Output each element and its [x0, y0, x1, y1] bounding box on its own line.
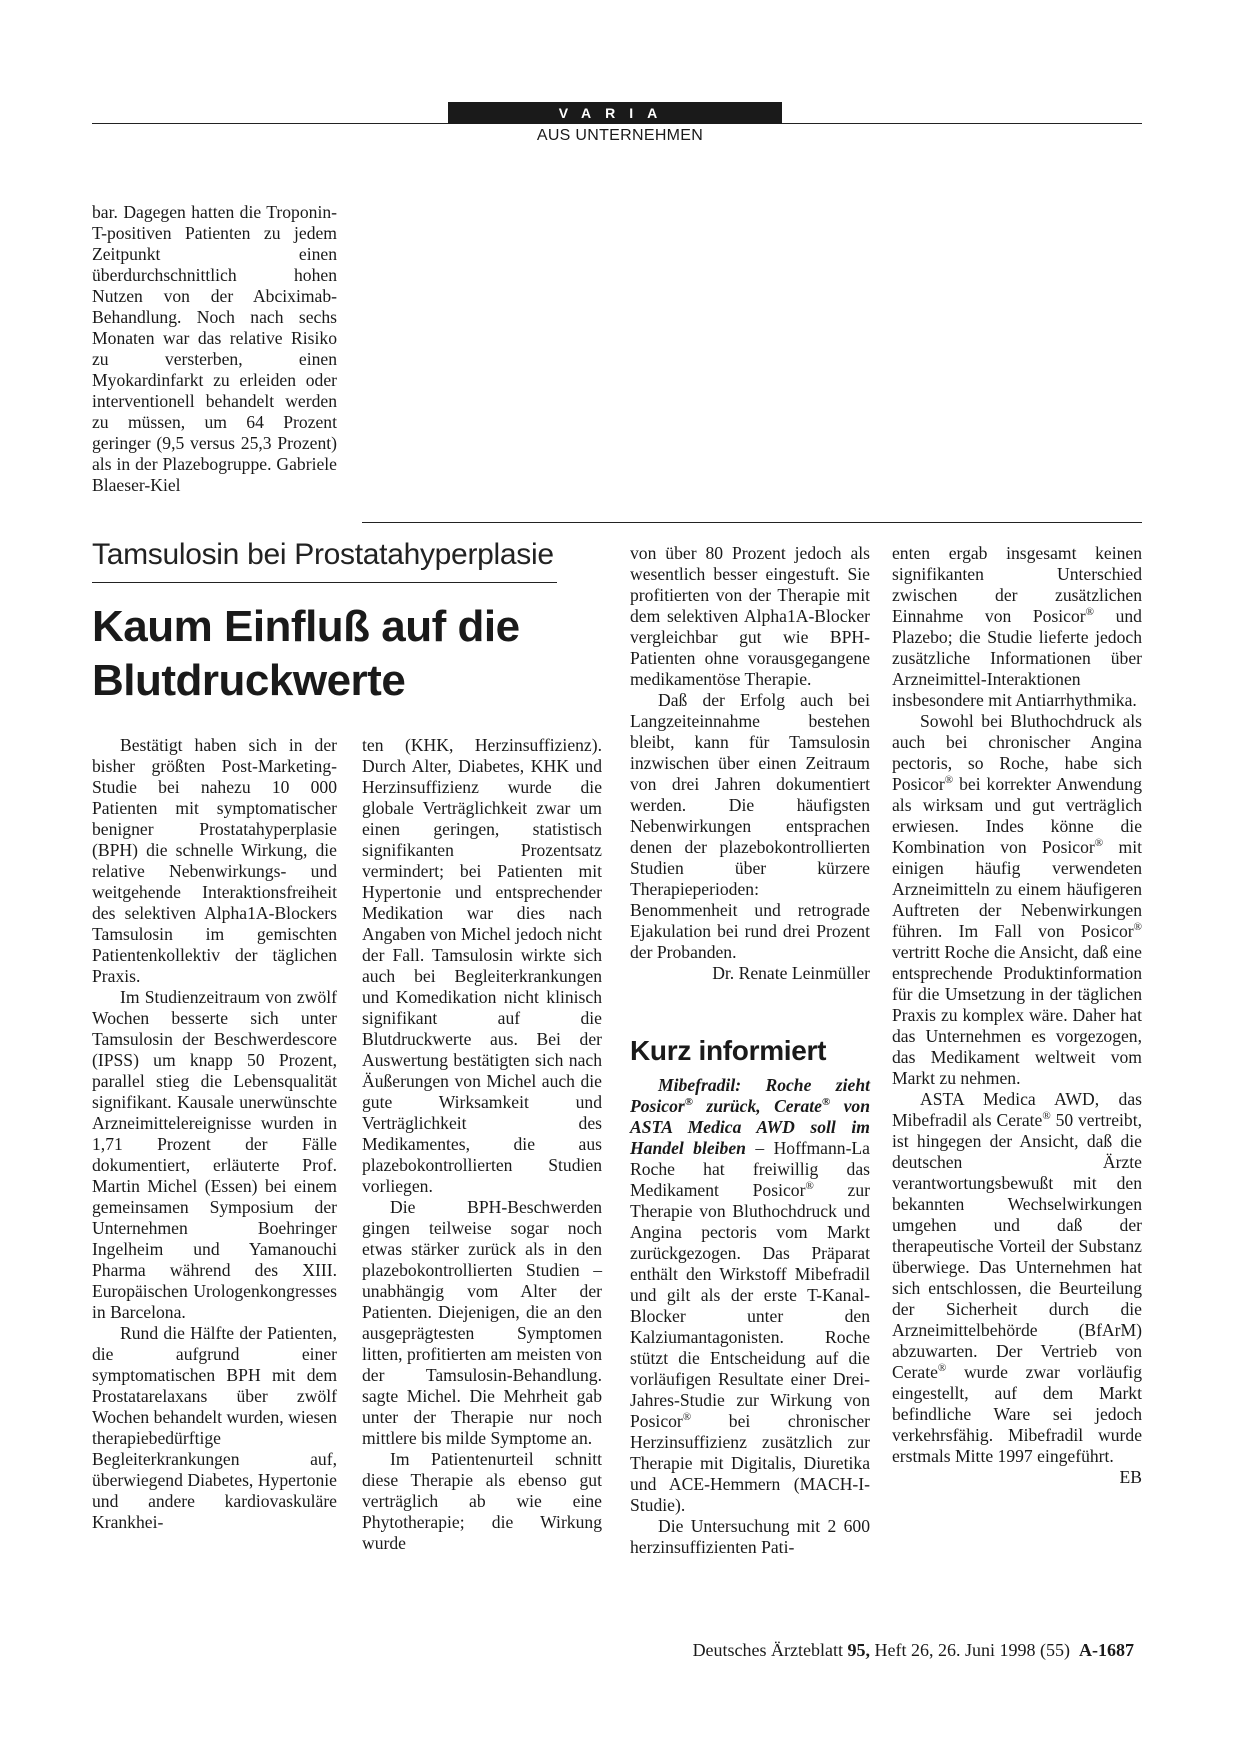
kurz-heading: Kurz informiert — [630, 1035, 827, 1066]
paragraph: Rund die Hälfte der Patienten, die aufgrund einer symptomatischen BPH mit dem Prostatarelaxans über zwölf Wochen behandelt wurden, wiesen therapiebedürftige Begleiterkrankungen auf, überwiegend Diabetes, Hypertonie und andere kardiovaskuläre Krankhei- — [92, 1323, 337, 1532]
kurz-text: wurde zwar vorläufig eingestellt, auf dem Markt befindliche Ware sei jedoch verkehrsfähig. Mibefradil wurde erstmals Mitte 1997 eingeführt. — [892, 1362, 1142, 1466]
registered-mark: ® — [1133, 921, 1142, 934]
registered-mark: ® — [1085, 606, 1095, 619]
kurz-lead: zurück, Cerate — [692, 1096, 822, 1116]
kurz-text: ASTA Medica AWD, das Mibefradil als Cerate — [892, 1089, 1142, 1130]
article-column-2 — [362, 735, 602, 1554]
section-label: VARIA — [448, 102, 782, 124]
article-author: Dr. Renate Leinmüller — [712, 963, 870, 983]
kurz-lead: Mibefradil: Roche zieht Posicor — [630, 1075, 870, 1116]
registered-mark: ® — [821, 1096, 831, 1109]
previous-article-author: Gabriele Blaeser-Kiel — [92, 454, 337, 495]
subsection-label: AUS UNTERNEHMEN — [536, 127, 704, 144]
registered-mark: ® — [682, 1411, 692, 1424]
kurz-paragraph — [630, 1075, 870, 1516]
article-headline — [92, 600, 612, 708]
kurz-text: 50 vertreibt, ist hingegen der Ansicht, daß die deutschen Ärzte verantwortungsbewußt mit den bekannten Wechselwirkungen umgehen und daß der therapeutische Vorteil der Substanz überwiege. Das Unternehmen hat sich entschlossen, die Beurteilung der Sicherheit durch die Arzneimittelbehörde (BfArM) abzuwarten. Der Vertrieb von Cerate — [892, 1110, 1142, 1382]
registered-mark: ® — [805, 1180, 814, 1193]
previous-article-body: bar. Dagegen hatten die Troponin-T-positiven Patienten zu jedem Zeitpunkt einen überdurchschnittlich hohen Nutzen von der Abciximab-Behandlung. Noch nach sechs Monaten war das relative Risiko zu versterben, einen Myokardinfarkt zu erleiden oder interventionell behandelt werden zu müssen, um 64 Prozent geringer (9,5 versus 25,3 Prozent) als in der Plazebogruppe. — [92, 202, 337, 474]
article-separator-rule — [362, 522, 1142, 523]
journal-volume: 95, — [847, 1640, 871, 1660]
kurz-text: mit einigen häufig verwendeten Arzneimitteln zu einem häufigeren Auftreten der Nebenwirkungen führen. Im Fall von Posicor — [892, 837, 1142, 941]
article-kicker: Tamsulosin bei Prostatahyperplasie — [92, 538, 554, 571]
kicker-underline — [92, 582, 557, 583]
journal-issue: Heft 26, 26. Juni 1998 (55) — [874, 1640, 1070, 1660]
kurz-text: bei korrekter Anwendung als wirksam und gut verträglich erwiesen. Indes könne die Kombination von Posicor — [892, 774, 1142, 857]
page-footer — [693, 1640, 1134, 1661]
previous-article-text — [92, 202, 337, 496]
kurz-text: – Hoffmann-La Roche hat freiwillig das Medikament Posicor — [630, 1138, 870, 1200]
paragraph — [892, 1089, 1142, 1487]
paragraph: Bestätigt haben sich in der bisher größten Post-Marketing-Studie bei nahezu 10 000 Patienten mit symptomatischer benigner Prostatahyperplasie (BPH) die schnelle Wirkung, die relative Nebenwirkungs- und weitgehende Interaktionsfreiheit des selektiven Alpha1A-Blockers Tamsulosin im gemischten Patientenkollektiv der täglichen Praxis. — [92, 735, 337, 986]
registered-mark: ® — [1094, 837, 1104, 850]
headline-line-1: Kaum Einfluß auf die — [92, 602, 520, 651]
paragraph: ten (KHK, Herzinsuffizienz). Durch Alter, Diabetes, KHK und Herzinsuffizienz wurde die globale Verträglichkeit zwar um einen geringen, statistisch signifikanten Prozentsatz vermindert; bei Patienten mit Hypertonie und entsprechender Medikation war dies nach Angaben von Michel jedoch nicht der Fall. Tamsulosin wirkte sich auch bei Begleiterkrankungen und Komedikation nicht klinisch signifikant auf die Blutdruckwerte aus. Bei der Auswertung bestätigten sich nach Äußerungen von Michel auch die gute Wirksamkeit und Verträglichkeit des Medikamentes, die aus plazebokontrollierten Studien vorliegen. — [362, 735, 602, 1196]
kurz-text: Sowohl bei Bluthochdruck als auch bei chronischer Angina pectoris, so Roche, habe sich Posicor — [892, 711, 1142, 794]
kurz-text: vertritt Roche die Ansicht, daß eine entsprechende Produktinformation für die Umsetzung in der täglichen Praxis zu komplex wäre. Daher hat das Unternehmen es vorgezogen, das Medikament weltweit vom Markt zu nehmen. — [892, 942, 1142, 1088]
paragraph: Die Untersuchung mit 2 600 herzinsuffizienten Pati- — [630, 1516, 870, 1557]
article-column-1 — [92, 735, 337, 1533]
kurz-text: zur Therapie von Bluthochdruck und Angina pectoris vom Markt zurückgezogen. Das Präparat enthält den Wirkstoff Mibefradil und gilt als der erste T-Kanal-Blocker unter den Kalziumantagonisten. Roche stützt die Entscheidung auf die vorläufigen Resultate einer Drei-Jahres-Studie zur Wirkung von Posicor — [630, 1180, 870, 1431]
article-column-3 — [630, 543, 870, 984]
kurz-lead: von ASTA Medica AWD soll im Handel bleiben — [630, 1096, 871, 1158]
paragraph — [892, 711, 1142, 1089]
registered-mark: ® — [944, 774, 954, 787]
kurz-text: enten ergab insgesamt keinen signifikanten Unterschied zwischen der zusätzlichen Einnahme von Posicor — [892, 543, 1142, 626]
kurz-text: bei chronischer Herzinsuffizienz zusätzlich zur Therapie mit Digitalis, Diuretika und ACE-Hemmern (MACH-I-Studie). — [630, 1411, 870, 1515]
paragraph — [892, 543, 1142, 711]
registered-mark: ® — [684, 1096, 693, 1109]
kurz-column — [630, 1035, 871, 1558]
paragraph: Daß der Erfolg auch bei Langzeiteinnahme bestehen bleibt, kann für Tamsulosin inzwischen über einen Zeitraum von drei Jahren dokumentiert werden. Die häufigsten Nebenwirkungen entsprachen denen der plazebokontrollierten Studien über kürzere Therapieperioden: Benommenheit und retrograde Ejakulation bei rund drei Prozent der Probanden. — [630, 690, 870, 962]
kurz-signature: EB — [1119, 1467, 1142, 1487]
paragraph: Im Studienzeitraum von zwölf Wochen besserte sich unter Tamsulosin der Beschwerdescore (IPSS) um knapp 50 Prozent, parallel stieg die Lebensqualität signifikant. Kausale unerwünschte Arzneimittelereignisse wurden in 1,71 Prozent der Fälle dokumentiert, erläuterte Prof. Martin Michel (Essen) bei einem gemeinsamen Symposium der Unternehmen Boehringer Ingelheim und Yamanouchi Pharma während des XIII. Europäischen Urologenkongresses in Barcelona. — [92, 987, 337, 1322]
registered-mark: ® — [937, 1362, 947, 1375]
previous-article — [92, 202, 337, 496]
registered-mark: ® — [1042, 1110, 1051, 1123]
kurz-text: und Plazebo; die Studie lieferte jedoch zusätzliche Informationen über Arzneimittel-Interaktionen insbesondere mit Antiarrhythmika. — [892, 606, 1142, 710]
paragraph: Die BPH-Beschwerden gingen teilweise sogar noch etwas stärker zurück als in den plazebokontrollierten Studien – unabhängig vom Alter der Patienten. Diejenigen, die an den ausgeprägtesten Symptomen litten, profitierten am meisten von der Tamsulosin-Behandlung. sagte Michel. Die Mehrheit gab unter der Therapie nur noch mittlere bis milde Symptome an. — [362, 1197, 602, 1448]
page-number: A-1687 — [1079, 1640, 1134, 1660]
journal-name: Deutsches Ärzteblatt — [692, 1640, 844, 1660]
paragraph: von über 80 Prozent jedoch als wesentlich besser eingestuft. Sie profitierten von der Therapie mit dem selektiven Alpha1A-Blocker vergleichbar gut wie BPH-Patienten ohne vorausgegangene medikamentöse Therapie. — [630, 543, 870, 689]
paragraph: Im Patientenurteil schnitt diese Therapie als ebenso gut verträglich ab wie eine Phytotherapie; die Wirkung wurde — [362, 1449, 602, 1553]
headline-line-2: Blutdruckwerte — [92, 656, 406, 705]
article-column-4 — [892, 543, 1142, 1488]
